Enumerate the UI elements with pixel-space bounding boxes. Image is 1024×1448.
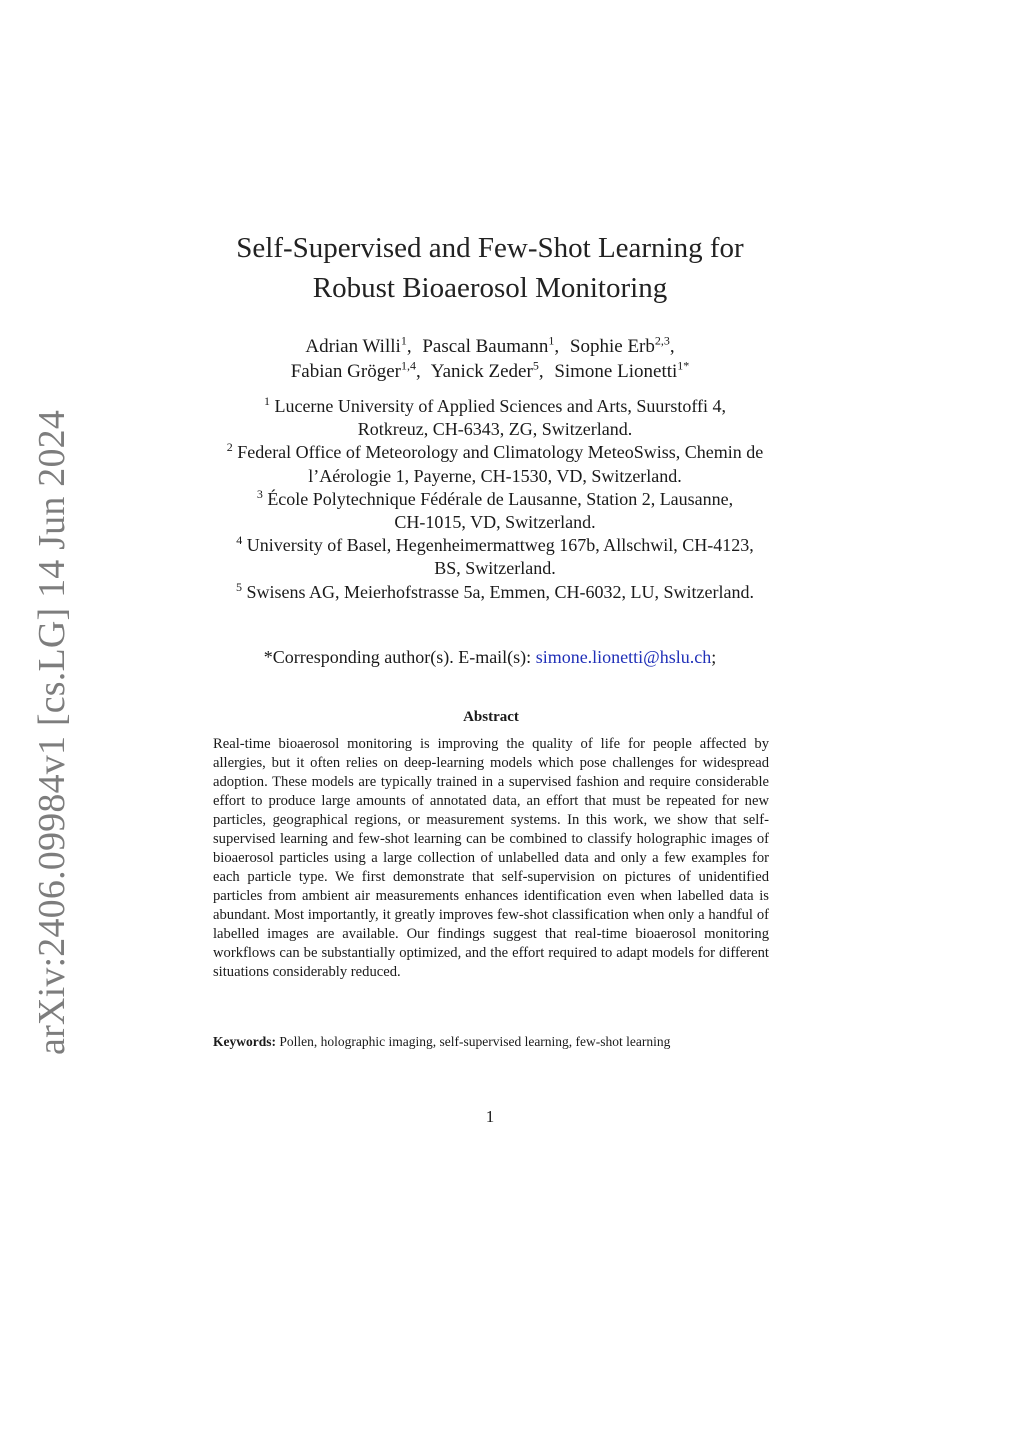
affiliation-number: 3 (256, 486, 263, 501)
keywords-text: Pollen, holographic imaging, self-supervised learning, few-shot learning (279, 1034, 671, 1049)
title-line-1: Self-Supervised and Few-Shot Learning for (236, 232, 744, 264)
author-affiliation-mark: 2,3 (654, 333, 670, 348)
author-name: Fabian Gröger (290, 361, 401, 382)
author-line-2: Fabian Gröger$^{1,4}$, Yanick Zeder$^5$, Simone Lionetti$^{1*}$ (290, 358, 690, 382)
author-name: Adrian Willi (305, 336, 401, 357)
keywords-label: Keywords: (213, 1034, 276, 1049)
keywords-line (213, 1033, 783, 1051)
author-affiliation-mark: 5 (532, 358, 539, 373)
affiliation-text-cont: l’Aérologie 1, Payerne, CH-1530, VD, Switzerland. (308, 465, 682, 486)
affiliation-text: Lucerne University of Applied Sciences and Arts, Suurstoffi 4, (274, 396, 727, 416)
affiliation-text-cont: CH-1015, VD, Switzerland. (394, 512, 596, 533)
title-line-2: Robust Bioaerosol Monitoring (312, 272, 668, 304)
arxiv-identifier-stamp: arXiv:2406.09984v1 [cs.LG] 14 Jun 2024 (31, 409, 73, 1055)
affiliation-number: 2 (226, 440, 233, 455)
paper-title (200, 228, 780, 308)
affiliation-number: 5 (236, 579, 243, 594)
affiliation-number: 1 (263, 394, 270, 408)
affiliation-number: 4 (236, 533, 243, 548)
corresponding-email-link[interactable]: simone.lionetti@hslu.ch (535, 647, 712, 667)
affiliation-text: École Polytechnique Fédérale de Lausanne, Station 2, Lausanne, (267, 488, 734, 509)
abstract-body: Real-time bioaerosol monitoring is improving the quality of life for people affected by allergies, but it often relies on deep-learning models which pose challenges for widespread adoption. These models are typically trained in a supervised fashion and require considerable effort to produce large amounts of annotated data, an effort that must be repeated for new particles, geographical regions, or measurement systems. In this work, we show that self-supervised learning and few-shot learning can be combined to classify holographic images of bioaerosol particles using a large collection of unlabelled data and only a few examples for each particle type. We first demonstrate that self-supervision on pictures of unidentified particles from ambient air measurements enhances identification even when labelled data is abundant. Most importantly, it greatly improves few-shot classification when only a handful of labelled images are available. Our findings suggest that real-time bioaerosol monitoring workflows can be substantially optimized, and the effort required to adapt models for different situations considerably reduced. (213, 736, 769, 980)
page-number: 1 (485, 1107, 495, 1126)
author-affiliation-mark: 1* (677, 358, 690, 373)
affiliation-item (180, 581, 810, 604)
affiliation-text: Federal Office of Meteorology and Climatology MeteoSwiss, Chemin de (237, 442, 764, 463)
author-name: Yanick Zeder (430, 361, 533, 382)
affiliation-text: Swisens AG, Meierhofstrasse 5a, Emmen, CH-6032, LU, Switzerland. (246, 581, 754, 602)
affiliation-item (180, 441, 810, 487)
author-name: Simone Lionetti (554, 361, 678, 382)
author-affiliation-mark: 1 (548, 333, 555, 348)
affiliation-item (180, 395, 810, 441)
author-name: Sophie Erb (569, 336, 655, 357)
affiliation-text-cont: Rotkreuz, CH-6343, ZG, Switzerland. (357, 419, 633, 440)
author-line-1: Adrian Willi$^1$, Pascal Baumann$^1$, Sophie Erb$^{2,3}$, (305, 333, 675, 357)
affiliation-text-cont: BS, Switzerland. (434, 558, 556, 579)
corresponding-suffix: ; (711, 647, 717, 667)
affiliation-item (180, 534, 810, 580)
author-affiliation-mark: 1 (400, 333, 407, 348)
affiliation-text: University of Basel, Hegenheimermattweg 167b, Allschwil, CH-4123, (246, 535, 754, 556)
author-affiliation-mark: 1,4 (401, 358, 416, 373)
author-list (180, 334, 800, 384)
corresponding-prefix: *Corresponding author(s). E-mail(s): (263, 647, 532, 667)
affiliation-item (180, 488, 810, 534)
author-name: Pascal Baumann (422, 336, 549, 357)
corresponding-author-line (180, 645, 800, 669)
affiliation-list (180, 395, 810, 604)
abstract-heading: Abstract (463, 709, 519, 725)
